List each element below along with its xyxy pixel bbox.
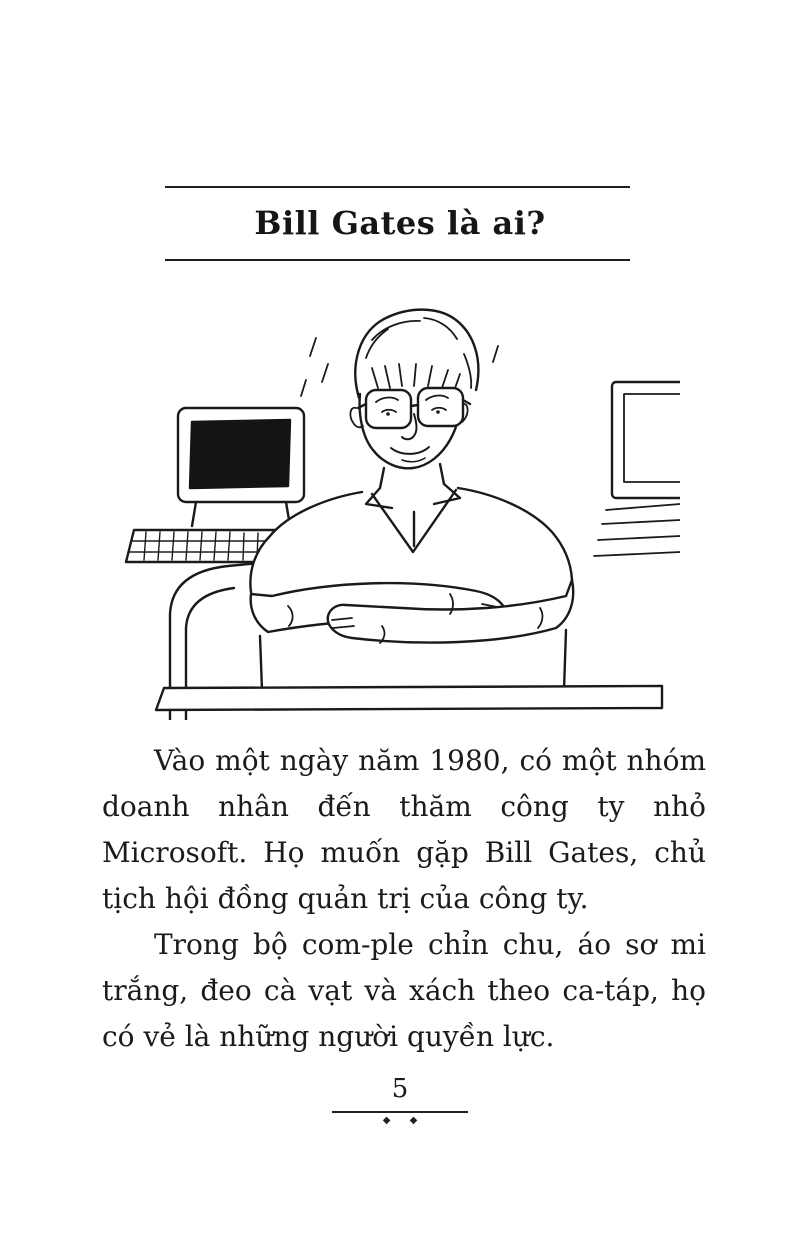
- page-number: 5: [391, 1074, 409, 1104]
- desk-edge: [156, 686, 662, 710]
- footer-ornament-icon: ◆ ◆: [382, 1115, 418, 1126]
- title-rule-bottom: [165, 259, 630, 261]
- computer-monitor-right: [594, 382, 680, 556]
- computer-monitor-left: [178, 408, 304, 526]
- paragraph-2: Trong bộ com-ple chỉn chu, áo sơ mi trắng, đeo cà vạt và xách theo ca-táp, họ có vẻ là những người quyền lực.: [102, 928, 706, 1053]
- title-rule-top: [165, 186, 630, 188]
- footer-rule: [332, 1111, 468, 1113]
- bill-gates-illustration: [120, 296, 680, 720]
- paragraph-1: Vào một ngày năm 1980, có một nhóm doanh nhân đến thăm công ty nhỏ Microsoft. Họ muốn gặp Bill Gates, chủ tịch hội đồng quản trị của công ty.: [102, 744, 706, 915]
- body-text: [102, 738, 706, 1060]
- page-footer: [0, 1072, 800, 1126]
- chapter-title: Bill Gates là ai?: [254, 204, 546, 242]
